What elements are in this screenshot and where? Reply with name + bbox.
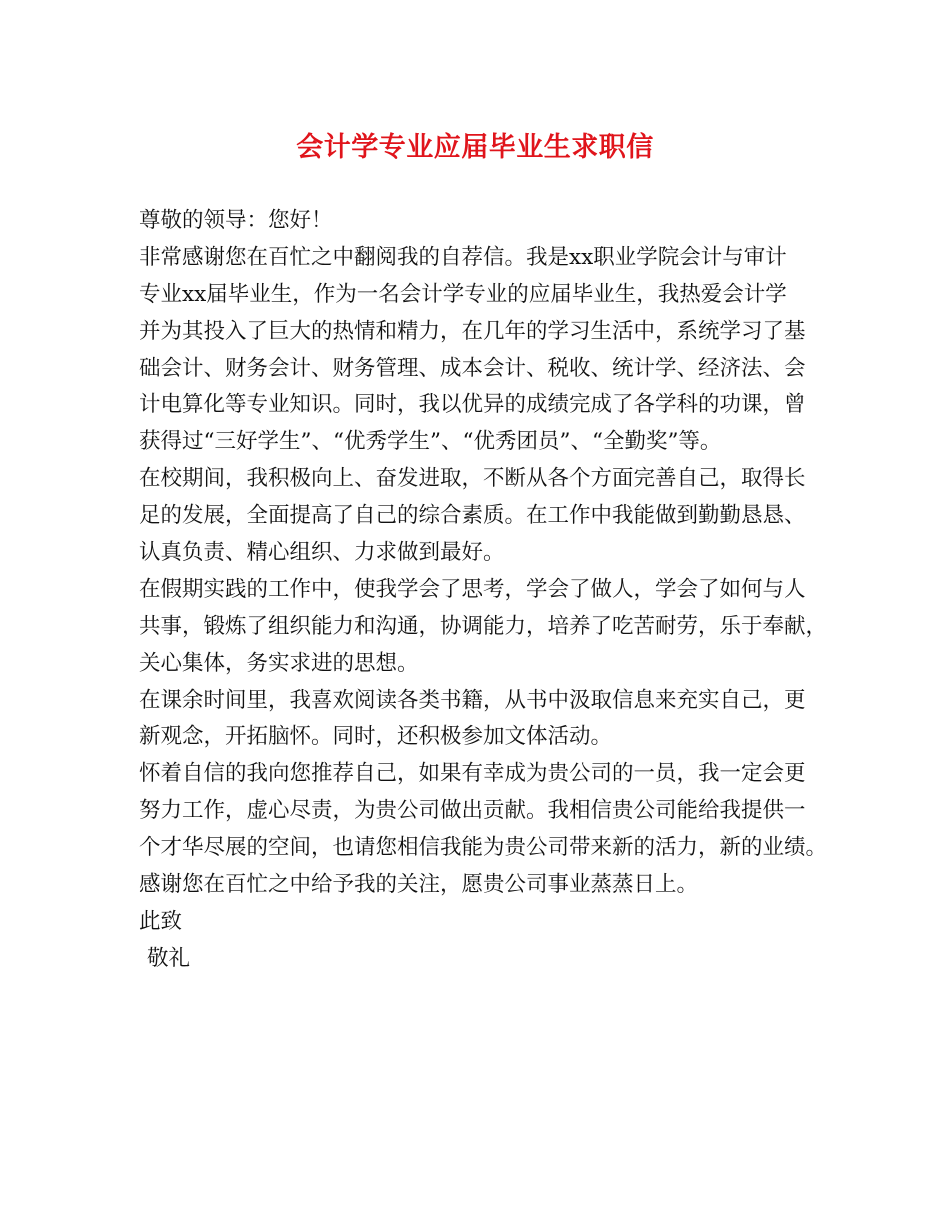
text-line: 在校期间，我积极向上、奋发进取，不断从各个方面完善自己，取得长 [139, 466, 806, 492]
letter-body [139, 203, 839, 978]
text-line: 个才华尽展的空间，也请您相信我能为贵公司带来新的活力，新的业绩。 [139, 835, 828, 861]
text-line: 认真负责、精心组织、力求做到最好。 [139, 540, 505, 566]
closing-line: 此致 [139, 908, 183, 934]
text-line: 在假期实践的工作中，使我学会了思考，学会了做人，学会了如何与人 [139, 576, 806, 602]
text-line: 非常感谢您在百忙之中翻阅我的自荐信。我是xx职业学院会计与审计 [139, 244, 787, 270]
text-line: 在课余时间里，我喜欢阅读各类书籍，从书中汲取信息来充实自己，更 [139, 687, 806, 713]
text-line: 感谢您在百忙之中给予我的关注，愿贵公司事业蒸蒸日上。 [139, 872, 699, 898]
text-line: 足的发展，全面提高了自己的综合素质。在工作中我能做到勤勤恳恳、 [139, 503, 806, 529]
text-line: 专业xx届毕业生，作为一名会计学专业的应届毕业生，我热爱会计学 [139, 281, 787, 307]
text-line: 关心集体，务实求进的思想。 [139, 650, 419, 676]
text-line: 怀着自信的我向您推荐自己，如果有幸成为贵公司的一员，我一定会更 [139, 761, 806, 787]
text-line: 新观念，开拓脑怀。同时，还积极参加文体活动。 [139, 724, 613, 750]
text-line: 计电算化等专业知识。同时，我以优异的成绩完成了各学科的功课，曾 [139, 392, 806, 418]
page-title: 会计学专业应届毕业生求职信 [296, 132, 654, 163]
text-line: 努力工作，虚心尽责，为贵公司做出贡献。我相信贵公司能给我提供一 [139, 798, 806, 824]
text-line: 础会计、财务会计、财务管理、成本会计、税收、统计学、经济法、会 [139, 355, 806, 381]
text-line: 尊敬的领导：您好！ [139, 208, 333, 233]
salutation-line: 敬礼 [147, 945, 191, 971]
text-line: 并为其投入了巨大的热情和精力，在几年的学习生活中，系统学习了基 [139, 318, 806, 344]
text-line: 获得过“三好学生”、“优秀学生”、“优秀团员”、“全勤奖”等。 [139, 429, 722, 455]
text-line: 共事，锻炼了组织能力和沟通，协调能力，培养了吃苦耐劳，乐于奉献， [139, 613, 828, 639]
